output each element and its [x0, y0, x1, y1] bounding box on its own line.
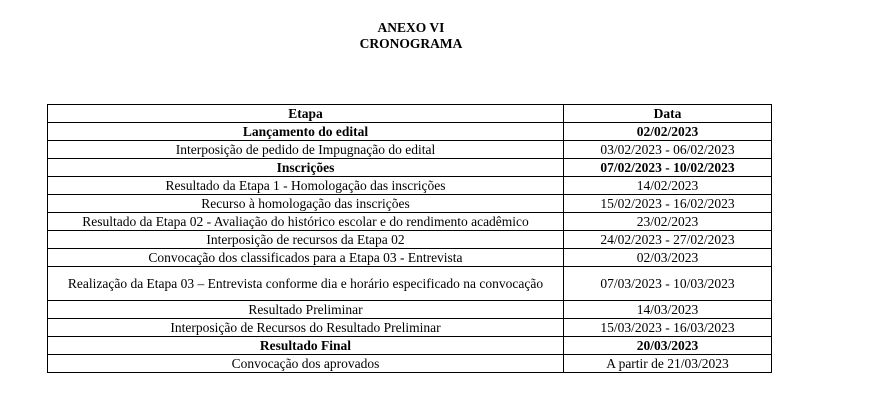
row-etapa: Resultado da Etapa 02 - Avaliação do histórico escolar e do rendimento acadêmico	[48, 213, 564, 231]
row-data: 14/02/2023	[564, 177, 772, 195]
row-data: 07/02/2023 - 10/02/2023	[564, 159, 772, 177]
table-row	[48, 319, 772, 337]
row-etapa: Realização da Etapa 03 – Entrevista conforme dia e horário especificado na convocação	[48, 267, 564, 301]
row-data: 23/02/2023	[564, 213, 772, 231]
row-etapa: Interposição de pedido de Impugnação do edital	[48, 141, 564, 159]
row-data: 14/03/2023	[564, 301, 772, 319]
row-etapa: Resultado Final	[48, 337, 564, 355]
table-row	[48, 301, 772, 319]
row-etapa: Convocação dos aprovados	[48, 355, 564, 373]
row-data: A partir de 21/03/2023	[564, 355, 772, 373]
table-row	[48, 213, 772, 231]
table-row	[48, 267, 772, 301]
table-row	[48, 231, 772, 249]
table-row	[48, 141, 772, 159]
row-etapa: Recurso à homologação das inscrições	[48, 195, 564, 213]
row-etapa: Interposição de Recursos do Resultado Preliminar	[48, 319, 564, 337]
row-data: 03/02/2023 - 06/02/2023	[564, 141, 772, 159]
row-data: 02/02/2023	[564, 123, 772, 141]
header-data: Data	[564, 105, 772, 123]
row-etapa: Convocação dos classificados para a Etapa 03 - Entrevista	[48, 249, 564, 267]
table-row	[48, 195, 772, 213]
table-row	[48, 177, 772, 195]
table-row	[48, 123, 772, 141]
row-etapa: Inscrições	[48, 159, 564, 177]
row-data: 02/03/2023	[564, 249, 772, 267]
table-row	[48, 337, 772, 355]
row-etapa: Interposição de recursos da Etapa 02	[48, 231, 564, 249]
table-row	[48, 249, 772, 267]
row-etapa: Lançamento do edital	[48, 123, 564, 141]
row-etapa: Resultado da Etapa 1 - Homologação das inscrições	[48, 177, 564, 195]
table-row	[48, 159, 772, 177]
table-header-row	[48, 105, 772, 123]
row-data: 15/03/2023 - 16/03/2023	[564, 319, 772, 337]
row-etapa: Resultado Preliminar	[48, 301, 564, 319]
schedule-table	[47, 104, 772, 373]
schedule-title: CRONOGRAMA	[359, 36, 463, 51]
row-data: 20/03/2023	[564, 337, 772, 355]
row-data: 15/02/2023 - 16/02/2023	[564, 195, 772, 213]
table-row	[48, 355, 772, 373]
row-data: 24/02/2023 - 27/02/2023	[564, 231, 772, 249]
annex-title: ANEXO VI	[377, 20, 445, 35]
header-etapa: Etapa	[48, 105, 564, 123]
row-data: 07/03/2023 - 10/03/2023	[564, 267, 772, 301]
